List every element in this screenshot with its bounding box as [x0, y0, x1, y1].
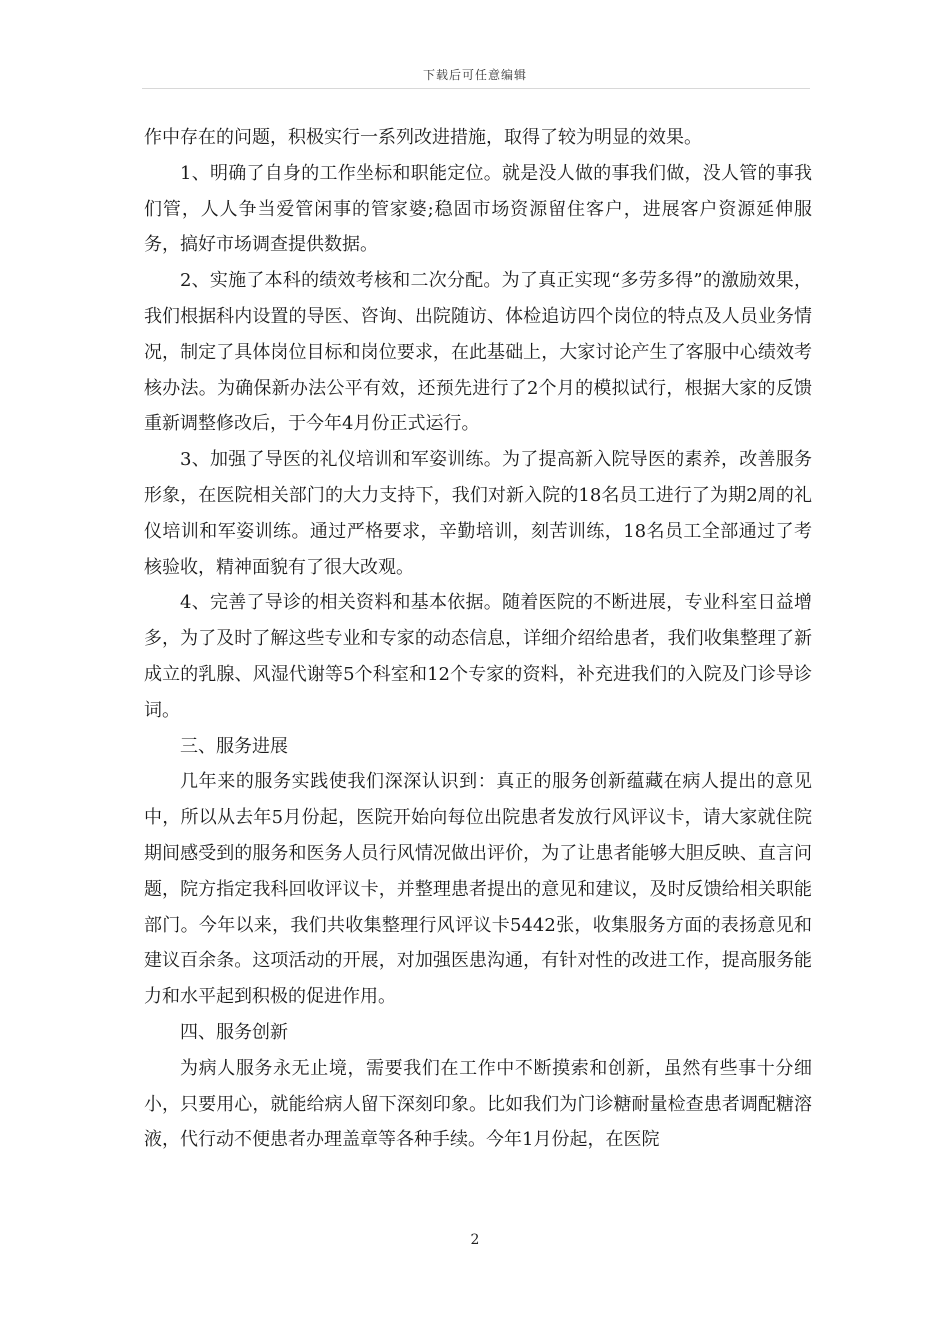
body-paragraph-1: 作中存在的问题，积极实行一系列改进措施，取得了较为明显的效果。 — [144, 127, 702, 148]
page-number: 2 — [470, 1232, 480, 1248]
body-paragraph-9: 为病人服务永无止境，需要我们在工作中不断摸索和创新，虽然有些事十分细小，只要用心，就能给病人留下深刻印象。比如我们为门诊糖耐量检查患者调配糖溶液，代行动不便患者办理盖章等各种手续。今年1月份起，在医院 — [144, 1057, 812, 1151]
document-body — [144, 120, 812, 1158]
body-paragraph-3: 2、实施了本科的绩效考核和二次分配。为了真正实现“多劳多得”的激励效果，我们根据科内设置的导医、咨询、出院随访、体检追访四个岗位的特点及人员业务情况，制定了具体岗位目标和岗位要求，在此基础上，大家讨论产生了客服中心绩效考核办法。为确保新办法公平有效，还预先进行了2个月的模拟试行，根据大家的反馈重新调整修改后，于今年4月份正式运行。 — [144, 270, 812, 435]
header-divider — [142, 88, 810, 89]
body-paragraph-5: 4、完善了导诊的相关资料和基本依据。随着医院的不断进展，专业科室日益增多，为了及时了解这些专业和专家的动态信息，详细介绍给患者，我们收集整理了新成立的乳腺、风湿代谢等5个科室和12个专家的资料，补充进我们的入院及门诊导诊词。 — [144, 592, 812, 721]
section-heading-service-innovation: 四、服务创新 — [180, 1021, 288, 1043]
section-heading-service-progress: 三、服务进展 — [180, 735, 288, 757]
body-paragraph-2: 1、明确了自身的工作坐标和职能定位。就是没人做的事我们做，没人管的事我们管，人人争当爱管闲事的管家婆;稳固市场资源留住客户，进展客户资源延伸服务，搞好市场调查提供数据。 — [144, 162, 812, 256]
page-header: 下载后可任意编辑 — [422, 68, 527, 82]
body-paragraph-4: 3、加强了导医的礼仪培训和军姿训练。为了提高新入院导医的素养，改善服务形象，在医院相关部门的大力支持下，我们对新入院的18名员工进行了为期2周的礼仪培训和军姿训练。通过严格要求，辛勤培训，刻苦训练，18名员工全部通过了考核验收，精神面貌有了很大改观。 — [144, 449, 812, 578]
body-paragraph-7: 几年来的服务实践使我们深深认识到：真正的服务创新蕴藏在病人提出的意见中，所以从去年5月份起，医院开始向每位出院患者发放行风评议卡，请大家就住院期间感受到的服务和医务人员行风情况做出评价，为了让患者能够大胆反映、直言问题，院方指定我科回收评议卡，并整理患者提出的意见和建议，及时反馈给相关职能部门。今年以来，我们共收集整理行风评议卡5442张，收集服务方面的表扬意见和建议百余条。这项活动的开展，对加强医患沟通，有针对性的改进工作，提高服务能力和水平起到积极的促进作用。 — [144, 771, 812, 1008]
